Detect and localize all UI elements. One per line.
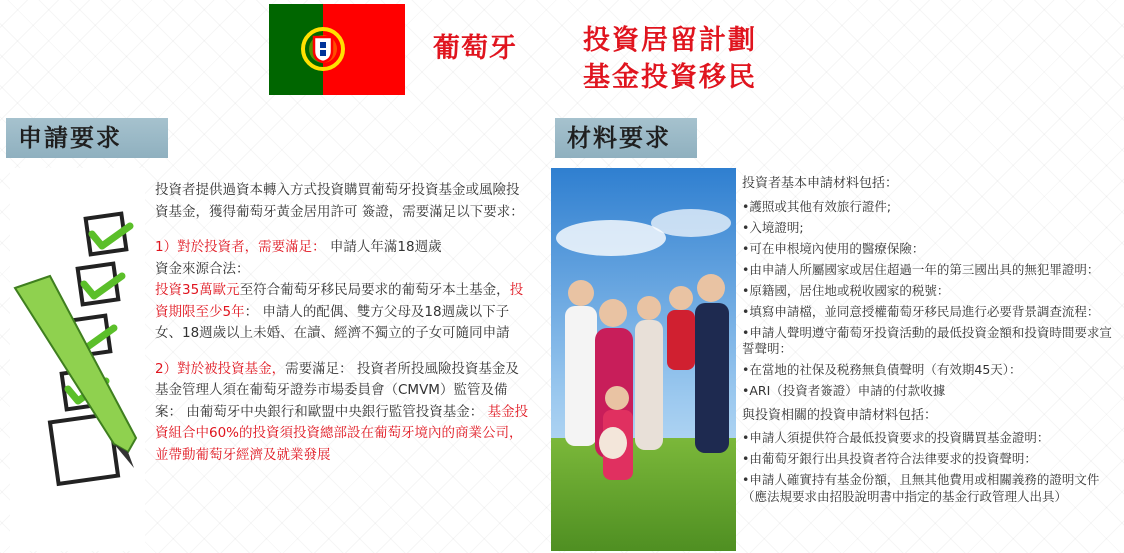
- list-item: •申請人須提供符合最低投資要求的投資購買基金證明：: [742, 430, 1050, 445]
- req1-need: 需要滿足：: [258, 239, 326, 255]
- list-item: •在當地的社保及税務無負債聲明（有效期45天）：: [742, 362, 1022, 377]
- req1-family: ： 申請人的配偶、雙方父母及18週歲以下子女、18週歲以上未婚、在讀、經濟不獨立的子女可隨同申請: [155, 303, 510, 341]
- list-item: •ARI（投資者簽證）申請的付款收據: [742, 383, 946, 398]
- list-item: •護照或其他有效旅行證件;: [742, 198, 892, 214]
- req1-title: 1）對於投資者，: [155, 239, 259, 255]
- requirements-heading: 申請要求: [6, 118, 168, 158]
- req1-period: 投資期限至少5年: [155, 282, 524, 320]
- req1-line2: 資金來源合法：: [155, 260, 250, 277]
- req2-title: 2）對於被投資基金，: [155, 360, 286, 377]
- req1-text: 申請人年滿18週歲: [325, 239, 442, 255]
- req1-amount-rest: 至符合葡萄牙移民局要求的葡萄牙本土基金，: [239, 282, 510, 298]
- req2-red: 基金投資組合中60%的投資須投資總部設在葡萄牙境內的商業公司，並帶動葡萄牙經濟及就業發展: [155, 403, 529, 463]
- list-item: •申請人確實持有基金份額，且無其他費用或相關義務的證明文件（應法規要求由招股說明書中指定的基金行政管理人出具）: [742, 472, 1100, 504]
- list-item: •由葡萄牙銀行出具投資者符合法律要求的投資聲明：: [742, 451, 1037, 466]
- portugal-flag: [269, 4, 405, 95]
- requirements-text: [155, 180, 530, 466]
- country-name: 葡萄牙: [433, 33, 517, 64]
- basic-materials-heading: 投資者基本申請材料包括：: [742, 176, 899, 191]
- investment-materials-heading: 與投資相關的投資申請材料包括：: [742, 407, 938, 423]
- list-item: •填寫申請檔，並同意授權葡萄牙移民局進行必要背景調查流程：: [742, 303, 1100, 319]
- fund-requirement: [155, 359, 530, 467]
- list-item: •申請人聲明遵守葡萄牙投資活動的最低投資金額和投資時間要求宣誓聲明：: [742, 324, 1112, 356]
- intro-paragraph: 投資者提供過資本轉入方式投資購買葡萄牙投資基金或風險投資基金，獲得葡萄牙黃金居用許可 簽證，需要滿足以下要求：: [155, 182, 524, 220]
- checklist-illustration: [10, 168, 145, 551]
- investor-requirement: [155, 237, 530, 259]
- page-title-line1: 投資居留計劃: [583, 25, 757, 56]
- req1-amount: 投資35萬歐元: [155, 282, 240, 298]
- list-item: •可在申根境內使用的醫療保險：: [742, 240, 925, 256]
- list-item: •原籍國，居住地或税收國家的税號：: [742, 282, 950, 298]
- req2-text: 需要滿足： 投資者所投風險投資基金及基金管理人須在葡萄牙證券市場委員會（CMVM）監管及備案： 由葡萄牙中央銀行和歐盟中央銀行監管投資基金：: [155, 360, 519, 420]
- list-item: •由申請人所屬國家或居住超過一年的第三國出具的無犯罪證明：: [742, 261, 1100, 277]
- page-title-line2: 基金投資移民: [583, 62, 757, 93]
- list-item: •入境證明;: [742, 219, 804, 235]
- family-photo: [551, 168, 736, 551]
- investment-amount: [155, 280, 530, 345]
- materials-heading: 材料要求: [555, 118, 697, 158]
- materials-text: [742, 176, 1112, 510]
